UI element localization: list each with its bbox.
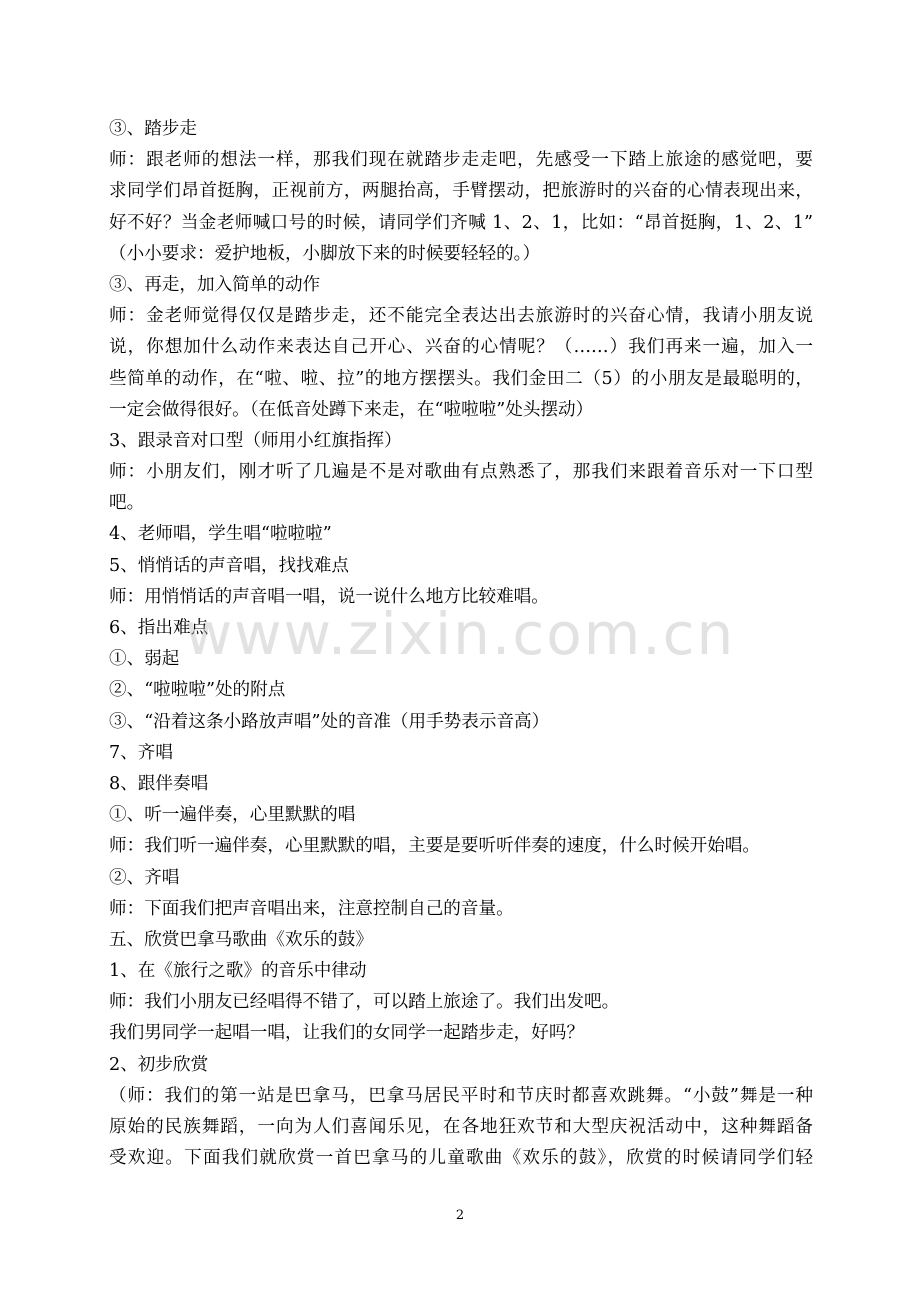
text-line: （师：我们的第一站是巴拿马，巴拿马居民平时和节庆时都喜欢跳舞。“小鼓”舞是一种 xyxy=(109,1085,813,1106)
text-line: 师：跟老师的想法一样，那我们现在就踏步走走吧，先感受一下踏上旅途的感觉吧，要 xyxy=(109,150,813,171)
text-line: ③、“沿着这条小路放声唱”处的音准（用手势表示音高） xyxy=(109,711,550,732)
text-line: 5、悄悄话的声音唱，找找难点 xyxy=(109,555,349,576)
text-line: 些简单的动作，在“啦、啦、拉”的地方摆摆头。我们金田二（5）的小朋友是最聪明的， xyxy=(109,368,813,389)
text-line: ①、听一遍伴奏，心里默默的唱 xyxy=(109,805,356,826)
text-line: 师：金老师觉得仅仅是踏步走，还不能完全表达出去旅游时的兴奋心情，我请小朋友说 xyxy=(109,306,813,327)
text-line: 好不好？当金老师喊口号的时候，请同学们齐喊 1、2、1，比如：“昂首挺胸，1、2、1” xyxy=(109,212,813,233)
text-line: 师：用悄悄话的声音唱一唱，说一说什么地方比较难唱。 xyxy=(109,586,549,607)
text-line: 吧。 xyxy=(109,493,145,514)
text-line: 师：我们听一遍伴奏，心里默默的唱，主要是要听听伴奏的速度，什么时候开始唱。 xyxy=(109,836,760,857)
text-line: ③、踏步走 xyxy=(109,119,197,139)
document-body xyxy=(109,114,813,1174)
text-line: 6、指出难点 xyxy=(109,618,209,638)
text-line: 师：小朋友们，刚才听了几遍是不是对歌曲有点熟悉了，那我们来跟着音乐对一下口型 xyxy=(109,462,813,483)
text-line: 1、在《旅行之歌》的音乐中律动 xyxy=(109,961,367,982)
text-line: 师：我们小朋友已经唱得不错了，可以踏上旅途了。我们出发吧。 xyxy=(109,992,620,1013)
text-line: 8、跟伴奏唱 xyxy=(109,773,209,794)
watermark: www.zixin.com.cn xyxy=(184,600,736,668)
text-line: 受欢迎。下面我们就欣赏一首巴拿马的儿童歌曲《欢乐的鼓》，欣赏的时候请同学们轻 xyxy=(109,1148,813,1169)
text-line: ①、弱起 xyxy=(109,649,180,670)
text-line: 五、欣赏巴拿马歌曲《欢乐的鼓》 xyxy=(109,929,373,950)
page-number: 2 xyxy=(455,1208,465,1223)
text-line: ②、“啦啦啦”处的附点 xyxy=(109,680,286,701)
text-line: 师：下面我们把声音唱出来，注意控制自己的音量。 xyxy=(109,898,514,919)
text-line: 我们男同学一起唱一唱，让我们的女同学一起踏步走，好吗？ xyxy=(109,1023,585,1044)
text-line: 2、初步欣赏 xyxy=(109,1054,209,1075)
text-line: （小小要求：爱护地板，小脚放下来的时候要轻轻的。） xyxy=(109,243,541,264)
text-line: 原始的民族舞蹈，一向为人们喜闻乐见，在各地狂欢节和大型庆祝活动中，这种舞蹈备 xyxy=(109,1117,813,1137)
text-line: 求同学们昂首挺胸，正视前方，两腿抬高，手臂摆动，把旅游时的兴奋的心情表现出来， xyxy=(109,181,813,202)
text-line: 4、老师唱，学生唱“啦啦啦” xyxy=(109,524,332,545)
text-line: ②、齐唱 xyxy=(109,867,180,888)
text-line: 一定会做得很好。（在低音处蹲下来走，在“啦啦啦”处头摆动） xyxy=(109,399,594,420)
text-line: 3、跟录音对口型（师用小红旗指挥） xyxy=(109,430,402,451)
text-line: ③、再走，加入简单的动作 xyxy=(109,274,321,295)
text-line: 说，你想加什么动作来表达自己开心、兴奋的心情呢？（……）我们再来一遍，加入一 xyxy=(109,337,813,358)
text-line: 7、齐唱 xyxy=(109,742,173,763)
